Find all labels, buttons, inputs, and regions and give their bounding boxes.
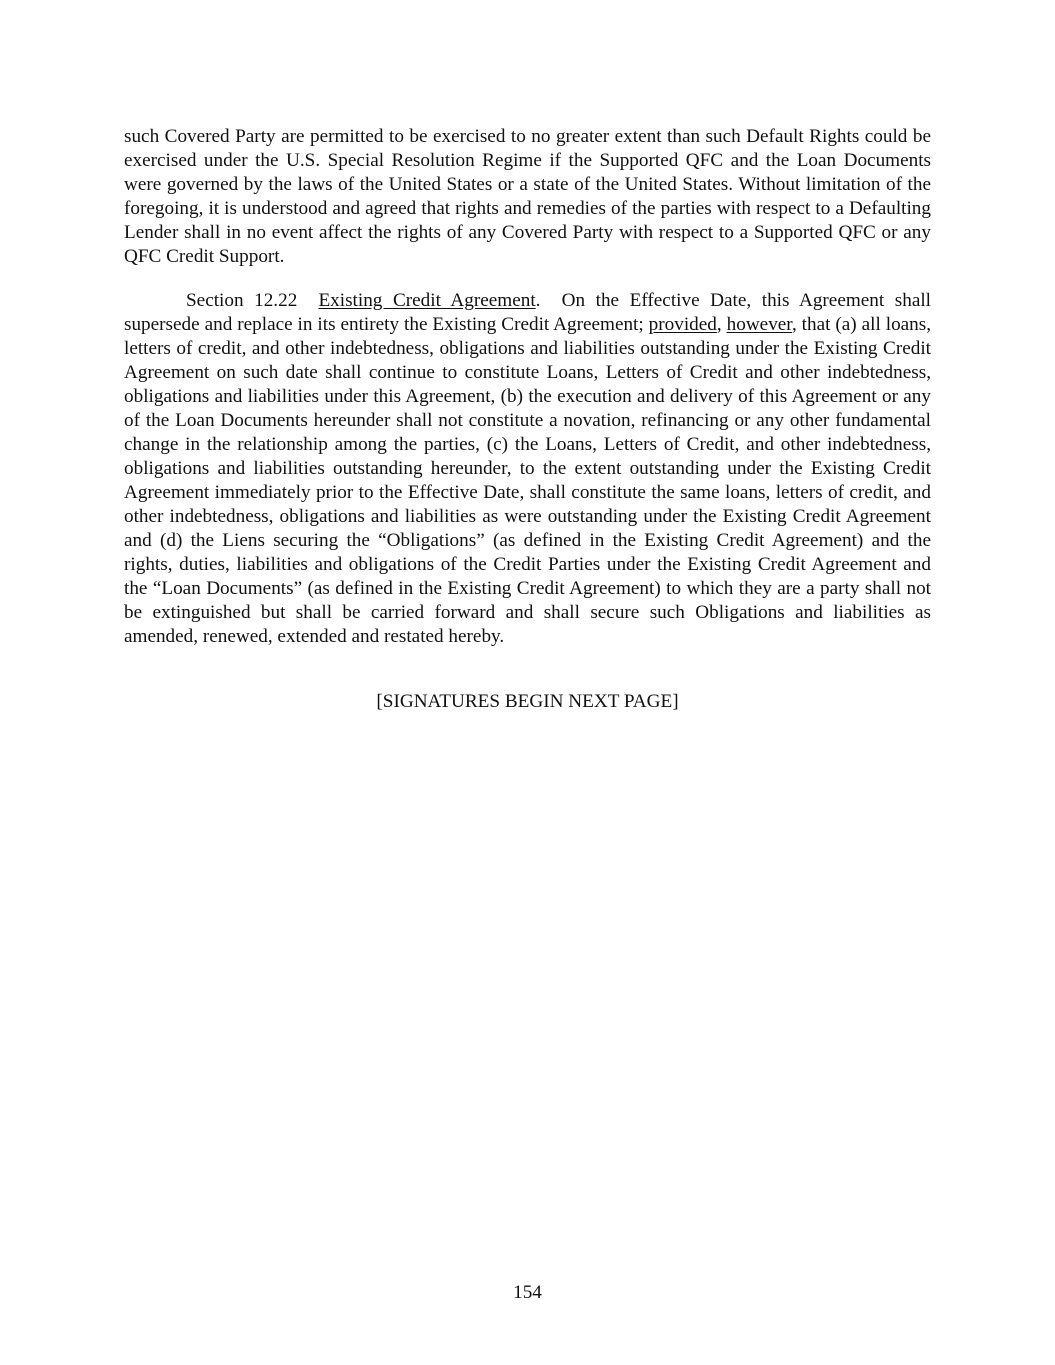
however-term: however <box>726 314 792 335</box>
paragraph-continuation: such Covered Party are permitted to be exercised to no greater extent than such Default Rights could be exercised under the U.S. Special Resolution Regime if the Supported QFC and the Loan Documents were governed by the laws of the United States or a state of the United States. Without limitation of the foregoing, it is understood and agreed that rights and remedies of the parties with respect to a Defaulting Lender shall in no event affect the rights of any Covered Party with respect to a Supported QFC or any QFC Credit Support. <box>124 126 931 267</box>
section-number: Section 12.22 <box>186 290 298 311</box>
section-heading-punct: . <box>535 290 541 311</box>
provided-term: provided <box>648 314 717 335</box>
page-number: 154 <box>513 1282 542 1303</box>
section-heading: Existing Credit Agreement <box>318 290 536 311</box>
section-text-part-a: On the Effective Date, this Agreement shall supersede and replace in its entirety the Existing Credit Agreement; <box>124 290 932 335</box>
provided-comma: , <box>716 314 722 335</box>
section-12-22-paragraph <box>124 289 931 649</box>
signatures-note: [SIGNATURES BEGIN NEXT PAGE] <box>376 691 679 712</box>
section-text-part-b: , that (a) all loans, letters of credit, and other indebtedness, obligations and liabilities outstanding under the Existing Credit Agreement on such date shall continue to constitute Loans, Letters of Credit and other indebtedness, obligations and liabilities under this Agreement, (b) the execution and delivery of this Agreement or any of the Loan Documents hereunder shall not constitute a novation, refinancing or any other fundamental change in the relationship among the parties, (c) the Loans, Letters of Credit, and other indebtedness, obligations and liabilities outstanding hereunder, to the extent outstanding under the Existing Credit Agreement immediately prior to the Effective Date, shall constitute the same loans, letters of credit, and other indebtedness, obligations and liabilities as were outstanding under the Existing Credit Agreement and (d) the Liens securing the “Obligations” (as defined in the Existing Credit Agreement) and the rights, duties, liabilities and obligations of the Credit Parties under the Existing Credit Agreement and the “Loan Documents” (as defined in the Existing Credit Agreement) to which they are a party shall not be extinguished but shall be carried forward and shall secure such Obligations and liabilities as amended, renewed, extended and restated hereby. <box>124 314 932 647</box>
